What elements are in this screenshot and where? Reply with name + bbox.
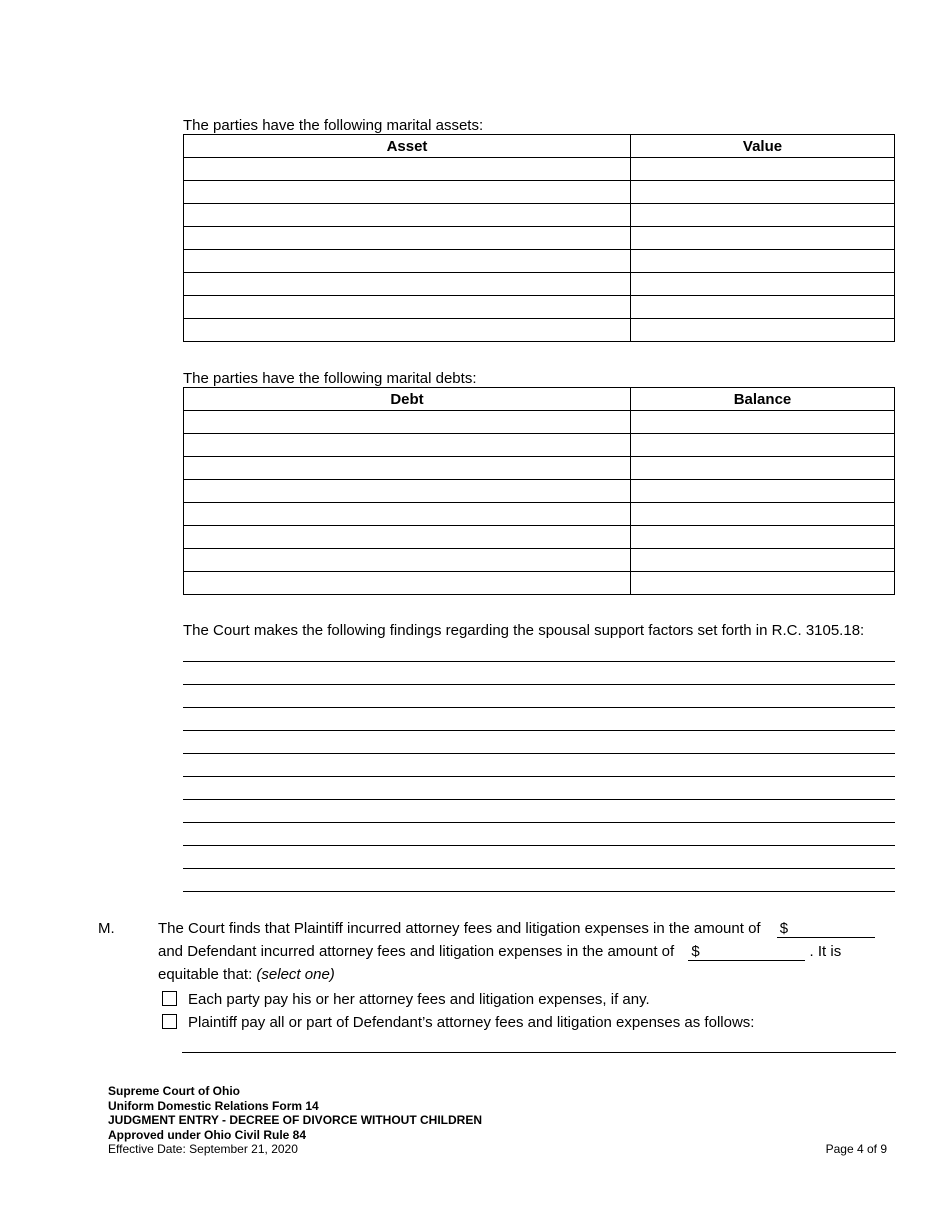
debts-header-balance: Balance — [631, 388, 895, 411]
asset-row — [184, 227, 895, 250]
findings-line[interactable] — [183, 868, 895, 869]
findings-line[interactable] — [183, 891, 895, 892]
asset-row — [184, 181, 895, 204]
debt-name-cell[interactable] — [184, 411, 631, 434]
footer-title: JUDGMENT ENTRY - DECREE OF DIVORCE WITHOUT CHILDREN — [108, 1113, 483, 1128]
option-plaintiff-pay-label: Plaintiff pay all or part of Defendant’s attorney fees and litigation expenses as follows: — [188, 1014, 755, 1031]
debt-row — [184, 549, 895, 572]
debt-row — [184, 457, 895, 480]
assets-intro: The parties have the following marital assets: — [183, 117, 484, 134]
footer-approved: Approved under Ohio Civil Rule 84 — [108, 1127, 307, 1142]
debt-name-cell[interactable] — [184, 457, 631, 480]
asset-name-cell[interactable] — [184, 296, 631, 319]
section-m-line3 — [158, 966, 335, 984]
section-m-label: M. — [98, 920, 115, 937]
debt-amount-cell[interactable] — [631, 526, 895, 549]
asset-row — [184, 250, 895, 273]
findings-line[interactable] — [183, 661, 895, 662]
footer-court: Supreme Court of Ohio — [108, 1084, 240, 1098]
asset-amount-cell[interactable] — [631, 273, 895, 296]
debt-row — [184, 503, 895, 526]
asset-name-cell[interactable] — [184, 158, 631, 181]
footer-form: Uniform Domestic Relations Form 14 — [108, 1098, 319, 1113]
debt-amount-cell[interactable] — [631, 549, 895, 572]
plaintiff-fees-amount-field[interactable] — [777, 921, 875, 938]
asset-amount-cell[interactable] — [631, 158, 895, 181]
findings-line[interactable] — [183, 776, 895, 777]
debt-row — [184, 526, 895, 549]
asset-name-cell[interactable] — [184, 204, 631, 227]
section-m-line2-text: and Defendant incurred attorney fees and litigation expenses in the amount of — [158, 943, 675, 960]
debt-name-cell[interactable] — [184, 434, 631, 457]
form-footer — [108, 1084, 482, 1157]
currency-symbol: $ — [691, 943, 700, 960]
asset-name-cell[interactable] — [184, 273, 631, 296]
select-one-note: (select one) — [256, 966, 335, 983]
debt-name-cell[interactable] — [184, 480, 631, 503]
debt-amount-cell[interactable] — [631, 503, 895, 526]
findings-intro: The Court makes the following findings regarding the spousal support factors set forth in R.C. 3105.18: — [183, 622, 865, 639]
asset-row — [184, 204, 895, 227]
section-m-line1-text: The Court finds that Plaintiff incurred attorney fees and litigation expenses in the amount of — [158, 920, 761, 937]
findings-line[interactable] — [183, 684, 895, 685]
asset-name-cell[interactable] — [184, 319, 631, 342]
findings-line[interactable] — [183, 845, 895, 846]
asset-amount-cell[interactable] — [631, 227, 895, 250]
debt-row — [184, 480, 895, 503]
debt-name-cell[interactable] — [184, 549, 631, 572]
asset-amount-cell[interactable] — [631, 296, 895, 319]
checkbox-plaintiff-pay[interactable] — [162, 1014, 177, 1029]
asset-amount-cell[interactable] — [631, 250, 895, 273]
findings-writing-lines[interactable] — [183, 661, 895, 914]
findings-line[interactable] — [183, 730, 895, 731]
debt-amount-cell[interactable] — [631, 480, 895, 503]
debt-row — [184, 411, 895, 434]
findings-line[interactable] — [183, 753, 895, 754]
checkbox-each-party-pay[interactable] — [162, 991, 177, 1006]
debt-amount-cell[interactable] — [631, 434, 895, 457]
debt-name-cell[interactable] — [184, 503, 631, 526]
asset-row — [184, 158, 895, 181]
debt-amount-cell[interactable] — [631, 457, 895, 480]
debt-amount-cell[interactable] — [631, 411, 895, 434]
section-m-line1 — [158, 920, 875, 938]
asset-name-cell[interactable] — [184, 227, 631, 250]
assets-header-value: Value — [631, 135, 895, 158]
plaintiff-pay-details-line[interactable] — [182, 1052, 896, 1053]
debts-intro: The parties have the following marital debts: — [183, 370, 477, 387]
findings-line[interactable] — [183, 707, 895, 708]
debt-row — [184, 572, 895, 595]
asset-name-cell[interactable] — [184, 181, 631, 204]
debt-row — [184, 434, 895, 457]
defendant-fees-amount-field[interactable] — [688, 944, 805, 961]
asset-amount-cell[interactable] — [631, 204, 895, 227]
debt-amount-cell[interactable] — [631, 572, 895, 595]
option-each-party-pay-label: Each party pay his or her attorney fees and litigation expenses, if any. — [188, 991, 650, 1008]
asset-row — [184, 296, 895, 319]
footer-effective-date: Effective Date: September 21, 2020 — [108, 1142, 298, 1157]
debts-header-debt: Debt — [184, 388, 631, 411]
debt-name-cell[interactable] — [184, 572, 631, 595]
section-m-line2-tail: . It is — [809, 943, 842, 960]
page-number: Page 4 of 9 — [825, 1142, 887, 1156]
section-m-line3-text: equitable that: — [158, 966, 253, 983]
option-each-party-pay[interactable] — [162, 991, 650, 1009]
findings-line[interactable] — [183, 822, 895, 823]
debt-name-cell[interactable] — [184, 526, 631, 549]
option-plaintiff-pay[interactable] — [162, 1014, 754, 1032]
debts-table — [183, 387, 895, 595]
asset-name-cell[interactable] — [184, 250, 631, 273]
asset-amount-cell[interactable] — [631, 181, 895, 204]
assets-header-asset: Asset — [184, 135, 631, 158]
asset-amount-cell[interactable] — [631, 319, 895, 342]
currency-symbol: $ — [779, 920, 789, 937]
section-m-line2 — [158, 943, 841, 961]
asset-row — [184, 319, 895, 342]
assets-table — [183, 134, 895, 342]
findings-line[interactable] — [183, 799, 895, 800]
asset-row — [184, 273, 895, 296]
